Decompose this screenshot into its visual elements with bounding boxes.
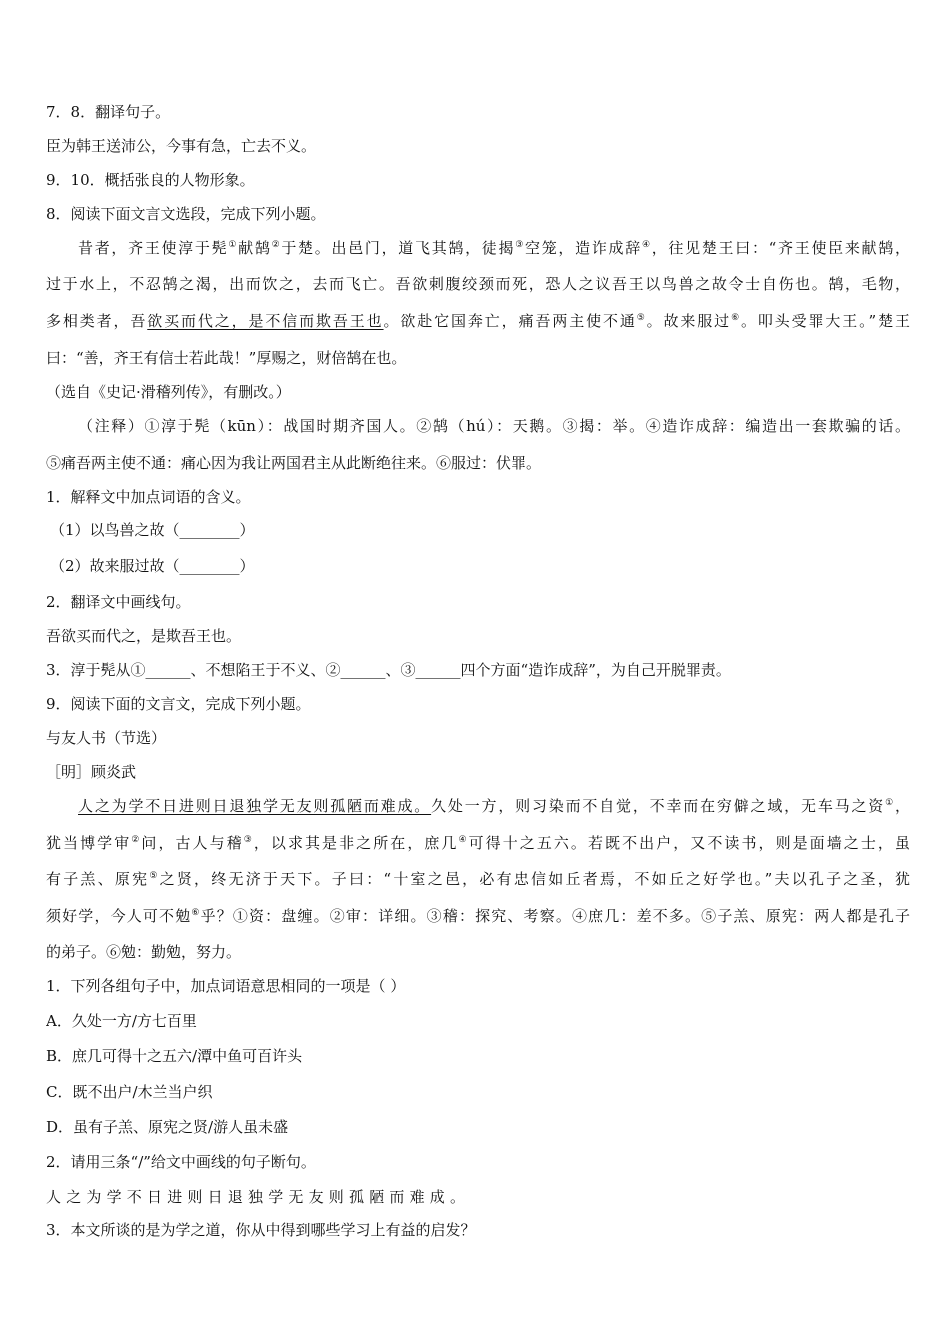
option-a: A．久处一方/方七百里 xyxy=(46,1012,197,1030)
source-citation: （选自《史记·滑稽列传》，有删改。） xyxy=(46,383,291,401)
underlined-sentence: 人之为学不日进则日退独学无友则孤陋而难成。 xyxy=(78,797,432,815)
question-c1: 1．下列各组句子中，加点词语意思相同的一项是（ ） xyxy=(46,977,406,995)
question-b2-sentence: 吾欲买而代之，是欺吾王也。 xyxy=(46,627,242,645)
question-7-8: 7．8．翻译句子。 xyxy=(46,103,171,121)
annotation-line: （注释）①淳于髡（kūn）：战国时期齐国人。②鹄（hú）：天鹅。③揭：举。④造诈成辞：编造出一套欺骗的话。 xyxy=(78,417,910,435)
underlined-sentence: 欲买而代之，是不信而欺吾王也 xyxy=(147,312,384,330)
article-author: ［明］顾炎武 xyxy=(46,763,137,781)
passage-line: 曰：“善，齐王有信士若此哉！”厚赐之，财倍鹄在也。 xyxy=(46,349,407,367)
option-b: B．庶几可得十之五六/潭中鱼可百许头 xyxy=(46,1047,303,1065)
question-b3: 3．淳于髡从①______、不想陷王于不义、②______、③______四个方面“造诈成辞”，为自己开脱罪责。 xyxy=(46,661,731,679)
option-d: D．虽有子羔、原宪之贤/游人虽未盛 xyxy=(46,1118,289,1136)
question-c2-sentence: 人之为学不日进则日退独学无友则孤陋而难成。 xyxy=(46,1188,471,1206)
annotation-line: ⑤痛吾两主使不通：痛心因为我让两国君主从此断绝往来。⑥服过：伏罪。 xyxy=(46,454,542,472)
article-title: 与友人书（节选） xyxy=(46,729,167,747)
passage-line: 犹当博学审②问，古人与稽③，以求其是非之所在，庶几④可得十之五六。若既不出户，又不读书，则是面墙之士，虽 xyxy=(46,834,910,852)
option-c: C．既不出户/木兰当户织 xyxy=(46,1083,213,1101)
passage-line: 人之为学不日进则日退独学无友则孤陋而难成。久处一方，则习染而不自觉，不幸而在穷僻之域，无车马之资①， xyxy=(78,797,910,815)
question-b2: 2．翻译文中画线句。 xyxy=(46,593,191,611)
question-b1-item1: （1）以鸟兽之故（________） xyxy=(50,521,255,539)
passage-line: 过于水上，不忍鹄之渴，出而饮之，去而飞亡。吾欲刺腹绞颈而死，恐人之议吾王以鸟兽之故令士自伤也。鹄，毛物， xyxy=(46,275,910,293)
question-9-10: 9．10．概括张良的人物形象。 xyxy=(46,171,255,189)
question-c2: 2．请用三条“/”给文中画线的句子断句。 xyxy=(46,1153,316,1171)
passage-line: 的弟子。⑥勉：勤勉，努力。 xyxy=(46,943,242,961)
passage-line: 有子羔、原宪⑤之贤，终无济于天下。子曰：“十室之邑，必有忠信如丘者焉，不如丘之好学也。”夫以孔子之圣，犹 xyxy=(46,870,910,888)
sentence-to-translate: 臣为韩王送沛公，今事有急，亡去不义。 xyxy=(46,137,317,155)
passage-line: 多相类者，吾欲买而代之，是不信而欺吾王也。欲赴它国奔亡，痛吾两主使不通⑤。故来服过⑥。叩头受罪大王。”楚王 xyxy=(46,312,910,330)
question-b1: 1．解释文中加点词语的含义。 xyxy=(46,488,251,506)
section-9-heading: 9．阅读下面的文言文，完成下列小题。 xyxy=(46,695,311,713)
question-c3: 3．本文所谈的是为学之道，你从中得到哪些学习上有益的启发？ xyxy=(46,1221,476,1239)
question-b1-item2: （2）故来服过故（________） xyxy=(50,557,255,575)
section-8-heading: 8．阅读下面文言文选段，完成下列小题。 xyxy=(46,205,326,223)
passage-line: 须好学，今人可不勉⑥乎？①资：盘缠。②审：详细。③稽：探究、考察。④庶几：差不多。⑤子羔、原宪：两人都是孔子 xyxy=(46,907,910,925)
passage-line: 昔者，齐王使淳于髡①献鹄②于楚。出邑门，道飞其鹄，徒揭③空笼，造诈成辞④，往见楚王曰：“齐王使臣来献鹄， xyxy=(78,239,910,257)
